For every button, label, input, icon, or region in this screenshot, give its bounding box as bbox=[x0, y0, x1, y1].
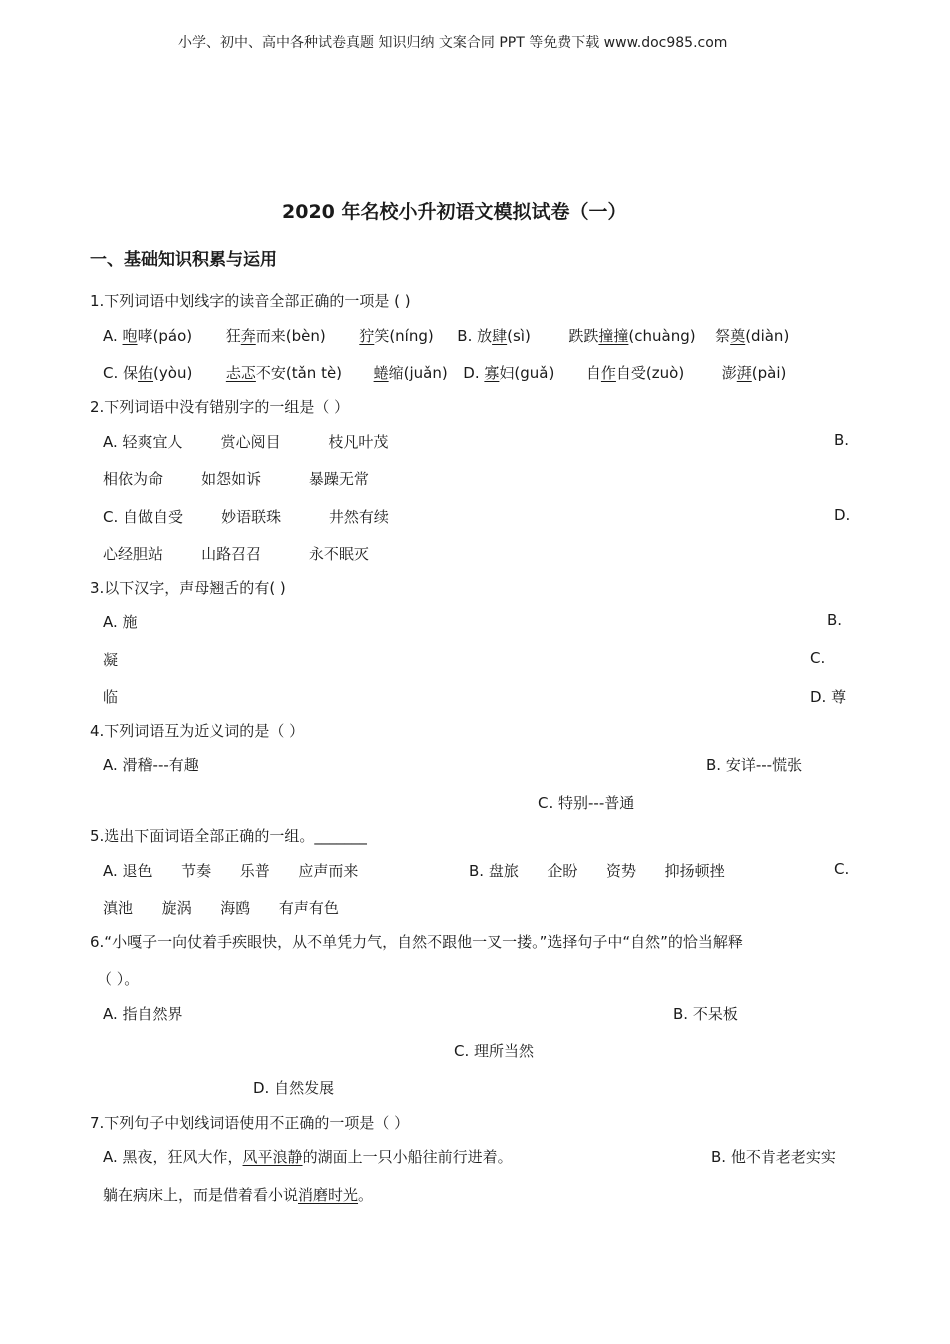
option-label: A. bbox=[103, 327, 118, 345]
q4-option-c: C. 特别---普通 bbox=[538, 794, 635, 812]
pinyin-item: 自作自受(zuò) bbox=[585, 364, 685, 382]
q3-option-d: D. 尊 bbox=[810, 688, 847, 706]
pinyin-item: 佑 bbox=[138, 364, 154, 382]
q4-option-a: A. 滑稽---有趣 bbox=[103, 756, 199, 774]
question-6-stem-cont: （ ）。 bbox=[97, 970, 140, 988]
pinyin-item: 澎湃(pài) bbox=[721, 364, 787, 382]
underlined-phrase: 消磨时光 bbox=[298, 1186, 359, 1204]
q7-option-b-cont: 躺在病床上，而是借着看小说消磨时光。 bbox=[103, 1186, 374, 1204]
q7-option-a: A. 黑夜，狂风大作，风平浪静的湖面上一只小船往前行进着。 bbox=[103, 1148, 513, 1166]
q4-option-b: B. 安详---慌张 bbox=[706, 756, 803, 774]
page-header: 小学、初中、高中各种试卷真题 知识归纳 文案合同 PPT 等免费下载 www.doc985.com bbox=[178, 35, 728, 51]
q2-option-b: 相依为命 如怨如诉 暴躁无常 bbox=[103, 470, 369, 488]
pinyin-item: 狞笑(níng) bbox=[359, 327, 434, 345]
underlined-phrase: 风平浪静 bbox=[242, 1148, 303, 1166]
option-label: C. 保 bbox=[103, 364, 139, 382]
q3-option-c-label: C. bbox=[810, 649, 826, 667]
question-4-stem: 4.下列词语互为近义词的是（ ） bbox=[90, 722, 305, 740]
pinyin-item: 忐忑不安(tǎn tè) bbox=[225, 364, 343, 382]
pinyin-item: 狂奔而来(bèn) bbox=[225, 327, 326, 345]
q5-option-c: 滇池 旋涡 海鸥 有声有色 bbox=[103, 899, 339, 917]
q3-option-b-label: B. bbox=[827, 611, 843, 629]
pinyin-item: 祭奠(diàn) bbox=[715, 327, 790, 345]
answer-blank: _______ bbox=[314, 827, 367, 845]
q1-option-a-row: A. 咆哮(páo) 狂奔而来(bèn) 狞笑(níng) B. 放肆(sì) 跌跌撞撞(chuàng) 祭奠(diàn) bbox=[103, 327, 790, 345]
q6-option-b: B. 不呆板 bbox=[673, 1005, 738, 1023]
question-3-stem: 3.以下汉字，声母翘舌的有( ) bbox=[90, 579, 286, 597]
pinyin-item: 跌跌撞撞(chuàng) bbox=[568, 327, 696, 345]
pinyin-item: 寡妇(guǎ) bbox=[484, 364, 555, 382]
pinyin-item: 肆 bbox=[492, 327, 508, 345]
q1-option-c-row: C. 保佑(yòu) 忐忑不安(tǎn tè) 蜷缩(juǎn) D. 寡妇(guǎ) 自作自受(zuò) 澎湃(pài) bbox=[103, 364, 787, 382]
q5-option-b: B. 盘旅 企盼 资势 抑扬顿挫 bbox=[469, 862, 725, 880]
q2-option-d-label: D. bbox=[834, 506, 851, 524]
q2-option-c: C. 自做自受 妙语联珠 井然有续 bbox=[103, 508, 389, 526]
q7-option-b: B. 他不肯老老实实 bbox=[711, 1148, 836, 1166]
q6-option-c: C. 理所当然 bbox=[454, 1042, 535, 1060]
q5-option-c-label: C. bbox=[834, 860, 850, 878]
q2-option-a: A. 轻爽宜人 赏心阅目 枝凡叶茂 bbox=[103, 433, 389, 451]
q5-option-a: A. 退色 节奏 乐普 应声而来 bbox=[103, 862, 359, 880]
q6-option-d: D. 自然发展 bbox=[253, 1079, 335, 1097]
question-1-stem: 1.下列词语中划线字的读音全部正确的一项是 ( ) bbox=[90, 292, 411, 310]
question-6-stem: 6.“小嘎子一向仗着手疾眼快，从不单凭力气，自然不跟他一叉一搂。”选择句子中“自然”的恰当解释 bbox=[90, 933, 743, 951]
question-5-stem: 5.选出下面词语全部正确的一组。_______ bbox=[90, 827, 367, 845]
question-7-stem: 7.下列句子中划线词语使用不正确的一项是（ ） bbox=[90, 1114, 410, 1132]
document-title: 2020 年名校小升初语文模拟试卷（一） bbox=[282, 201, 627, 223]
pinyin-item: 咆哮(páo) bbox=[122, 327, 193, 345]
question-2-stem: 2.下列词语中没有错别字的一组是（ ） bbox=[90, 398, 350, 416]
option-label: B. 放 bbox=[457, 327, 493, 345]
q3-option-c: 临 bbox=[103, 688, 119, 706]
q2-option-b-label: B. bbox=[834, 431, 850, 449]
section-heading: 一、基础知识积累与运用 bbox=[90, 250, 277, 270]
q2-option-d: 心经胆站 山路召召 永不眠灭 bbox=[103, 545, 369, 563]
q3-option-b: 凝 bbox=[103, 651, 119, 669]
q3-option-a: A. 施 bbox=[103, 613, 138, 631]
q6-option-a: A. 指自然界 bbox=[103, 1005, 183, 1023]
option-label: D. bbox=[463, 364, 480, 382]
pinyin-item: 蜷缩(juǎn) bbox=[373, 364, 448, 382]
